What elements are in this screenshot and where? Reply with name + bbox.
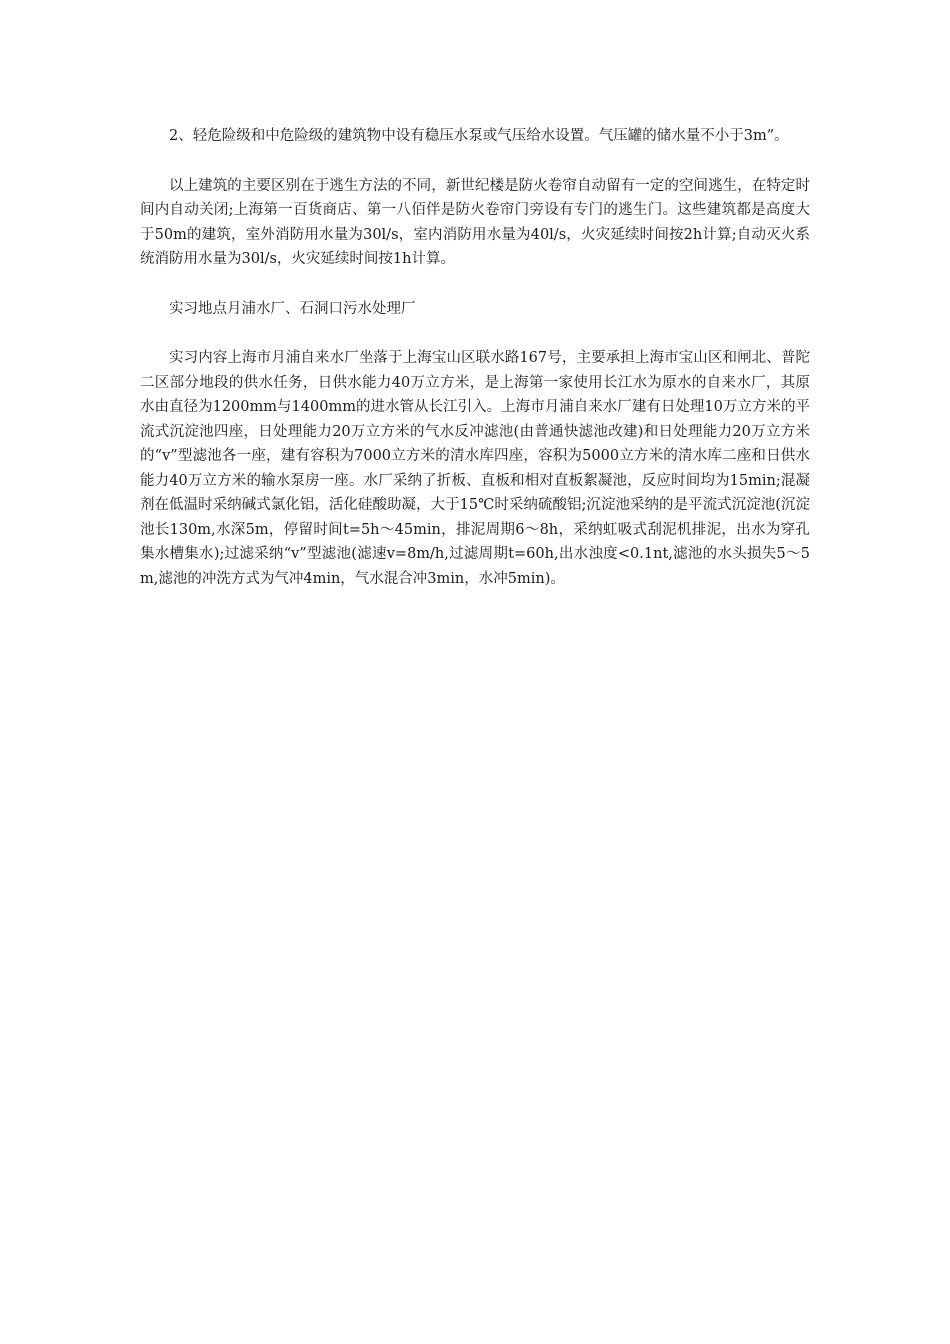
paragraph-pressure-tank: 2、轻危险级和中危险级的建筑物中设有稳压水泵或气压给水设置。气压罐的储水量不小于3m”。: [169, 128, 789, 144]
document-page: [140, 124, 810, 616]
paragraph-internship-location: 实习地点月浦水厂、石洞口污水处理厂: [169, 300, 416, 317]
paragraph-escape-methods: 以上建筑的主要区别在于逃生方法的不同，新世纪楼是防火卷帘自动留有一定的空间逃生，在特定时间内自动关闭;上海第一百货商店、第一八佰伴是防火卷帘门旁设有专门的逃生门。这些建筑都是高度大于50m的建筑，室外消防用水量为30l/s，室内消防用水量为40l/s，火灾延续时间按2h计算;自动灭火系统消防用水量为30l/s，火灾延续时间按1h计算。: [140, 177, 810, 267]
paragraph-internship-content: 实习内容上海市月浦自来水厂坐落于上海宝山区联水路167号，主要承担上海市宝山区和闸北、普陀二区部分地段的供水任务，日供水能力40万立方米，是上海第一家使用长江水为原水的自来水厂，其原水由直径为1200mm与1400mm的进水管从长江引入。上海市月浦自来水厂建有日处理10万立方米的平流式沉淀池四座，日处理能力20万立方米的气水反冲滤池(由普通快滤池改建)和日处理能力20万立方米的“v”型滤池各一座，建有容积为7000立方米的清水库四座，容积为5000立方米的清水库二座和日供水能力40万立方米的输水泵房一座。水厂采纳了折板、直板和相对直板絮凝池，反应时间均为15min;混凝剂在低温时采纳碱式氯化铝，活化硅酸助凝，大于15℃时采纳硫酸铝;沉淀池采纳的是平流式沉淀池(沉淀池长130m,水深5m，停留时间t=5h～45min，排泥周期6～8h，采纳虹吸式刮泥机排泥，出水为穿孔集水槽集水);过滤采纳“v”型滤池(滤速v=8m/h,过滤周期t=60h,出水浊度<0.1nt,滤池的水头损失5～5m,滤池的冲洗方式为气冲4min，气水混合冲3min，水冲5min)。: [140, 350, 810, 587]
